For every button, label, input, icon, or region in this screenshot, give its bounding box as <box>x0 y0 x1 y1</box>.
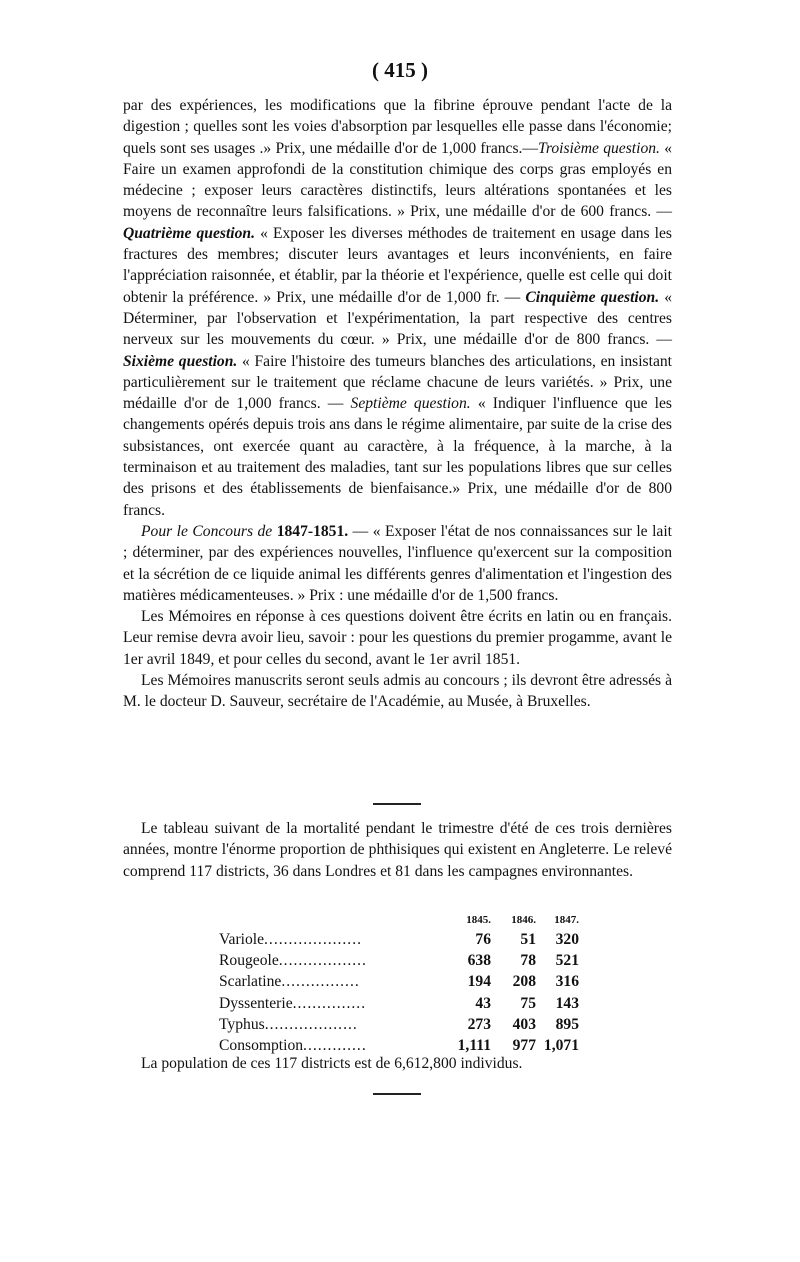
table-cell: 977 <box>512 1037 536 1055</box>
memoires-paragraph-2: Les Mémoires manuscrits seront seuls admis au concours ; ils devront être adressés à M. le docteur D. Sauveur, secrétaire de l'Académie, au Musée, à Bruxelles. <box>123 672 672 711</box>
table-cell: 194 <box>467 973 491 991</box>
table-cell: 895 <box>555 1015 579 1033</box>
table-cell: 403 <box>512 1015 536 1033</box>
questions-paragraph: par des expériences, les modifications que la fibrine éprouve pendant l'acte de la digestion ; quelles sont les voies d'absorption par lesquelles elle passe dans l'économie; quels sont ses usages .» Prix, une médaille d'or de 1,000 francs.—Troisième question. « Faire un examen approfondi de la constitution chimique des corps gras employés en médecine ; exposer leurs caractères distinctifs, leurs altérations spontanées et les moyens de reconnaître leurs falsifications. » Prix, une médaille d'or de 600 francs. — Quatrième question. « Exposer les diverses méthodes de traitement en usage dans les fractures des membres; discuter leurs avantages et leurs inconvénients, en faire l'appréciation raisonnée, et établir, par la théorie et l'expérience, quelle est celle qui doit obtenir la préférence. » Prix, une médaille d'or de 1,000 fr. — Cinquième question. « Déterminer, par l'observation et l'expérimentation, la part respective des centres nerveux sur les mouvements du cœur. » Prix, une médaille d'or de 800 francs. — Sixième question. « Faire l'histoire des tumeurs blanches des articulations, en insistant particulièrement sur le traitement que réclame chacune de leurs variétés. » Prix, une médaille d'or de 1,000 francs. — Septième question. « Indiquer l'influence que les changements opérés depuis trois ans dans le régime alimentaire, par suite de la crise des subsistances, ont exercée quant au caractère, à la fréquence, à la marche, à la terminaison et au traitement des maladies, tant sur les populations libres que sur celles des prisons et des établissements de bienfaisance.» Prix, une médaille d'or de 800 francs. <box>123 97 673 519</box>
table-cell: 75 <box>520 994 536 1012</box>
table-cell: 76 <box>475 931 491 948</box>
table-row: Variole.................... 76 51 320 <box>219 929 579 950</box>
table-cell: 638 <box>467 952 491 970</box>
disease-label: Dyssenterie <box>219 994 293 1012</box>
concours-paragraph: Pour le Concours de 1847-1851. — « Exposer l'état de nos connaissances sur le lait ; déterminer, par des expériences nouvelles, l'influence qu'exercent sur la composition et la sécrétion de ce liquide animal les différents genres d'alimentation et l'ingestion des matières médicamenteuses. » Prix : une médaille d'or de 1,500 francs. <box>123 522 672 604</box>
table-cell: 43 <box>475 994 491 1012</box>
disease-label: Consomption <box>219 1037 304 1055</box>
table-cell: 78 <box>520 952 536 970</box>
year-header: 1845. <box>466 914 491 926</box>
separator-rule <box>373 803 421 805</box>
disease-label: Variole <box>219 931 265 948</box>
year-header: 1846. <box>511 914 536 926</box>
table-row: Dyssenterie............... 43 75 143 <box>219 993 579 1014</box>
disease-label: Rougeole <box>219 952 279 970</box>
body-text <box>123 95 672 713</box>
table-cell: 208 <box>512 973 536 991</box>
separator-rule <box>373 1093 421 1095</box>
page-number: ( 415 ) <box>372 58 428 82</box>
table-cell: 273 <box>467 1015 491 1033</box>
table-row: Consomption............. 1,111 977 1,071 <box>219 1035 579 1056</box>
table-row: Typhus................... 273 403 895 <box>219 1014 579 1035</box>
table-cell: 521 <box>555 952 579 970</box>
table-header-row <box>219 911 579 929</box>
table-cell: 51 <box>520 931 536 948</box>
table-cell: 1,111 <box>457 1037 491 1055</box>
table-cell: 320 <box>555 931 579 948</box>
table-row: Scarlatine................ 194 208 316 <box>219 971 579 992</box>
table-cell: 143 <box>555 994 579 1012</box>
table-row: Rougeole.................. 638 78 521 <box>219 950 579 971</box>
table-cell: 1,071 <box>543 1037 579 1055</box>
mortality-intro-paragraph: Le tableau suivant de la mortalité pendant le trimestre d'été de ces trois dernières années, montre l'énorme proportion de phthisiques qui existent en Angleterre. Le relevé comprend 117 districts, 36 dans Londres et 81 dans les campagnes environnantes. <box>123 820 672 880</box>
disease-label: Typhus <box>219 1015 265 1033</box>
year-header: 1847. <box>554 914 579 926</box>
table-cell: 316 <box>555 973 579 991</box>
population-line: La population de ces 117 districts est de 6,612,800 individus. <box>141 1055 523 1072</box>
mortality-intro <box>123 818 672 882</box>
disease-label: Scarlatine <box>219 973 282 991</box>
mortality-table <box>219 911 579 1056</box>
memoires-paragraph-1: Les Mémoires en réponse à ces questions doivent être écrits en latin ou en français. Leur remise devra avoir lieu, savoir : pour les questions du premier progamme, avant le 1er avril 1849, et pour celles du second, avant le 1er avril 1851. <box>123 608 672 668</box>
